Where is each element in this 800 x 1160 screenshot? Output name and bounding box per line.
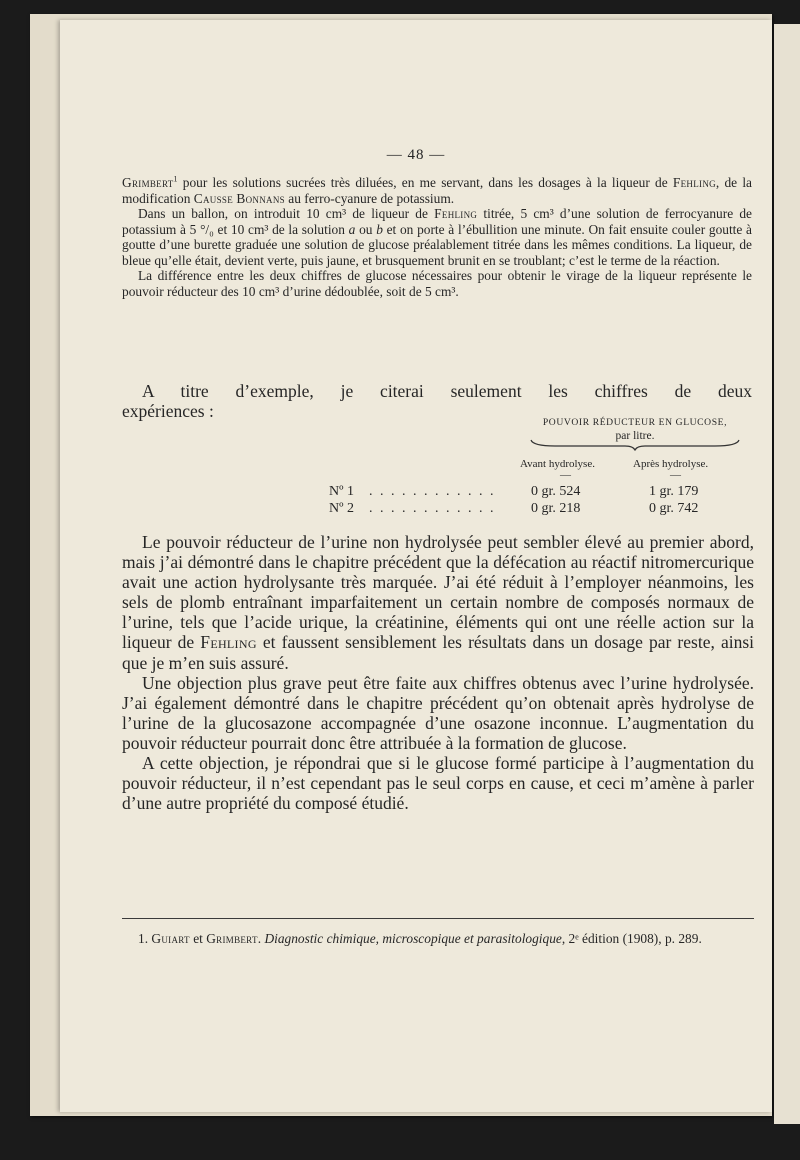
main-paragraphs [122, 532, 754, 813]
value-after: 0 gr. 742 [649, 501, 699, 516]
paragraph-grimbert: Grimbert$^1$ pour les solutions sucrées très diluées, en me servant, dans les dosages à la liqueur de Fehling, de la modification Causse Bonnans au ferro-cyanure de potassium. [122, 174, 752, 206]
top-paragraphs [122, 175, 752, 299]
column-after: Après hydrolyse. [633, 458, 709, 470]
column-before-dash: — [560, 469, 571, 481]
row-label: Nº 1 [329, 484, 354, 499]
row-leader: . . . . . . . . . . . . [369, 501, 496, 516]
row-label: Nº 2 [329, 501, 354, 516]
row-leader: . . . . . . . . . . . . [369, 484, 496, 499]
author-name: Grimbert [122, 175, 174, 190]
table-subheader: par litre. [615, 430, 655, 442]
paragraph-reponse: A cette objection, je répondrai que si le glucose formé participe à l’augmentation du pouvoir réducteur, il n’est cependant pas le seul corps en cause, et ceci m’amène à parler d’une autre propriété du composé étudié. [122, 753, 754, 814]
value-after: 1 gr. 179 [649, 484, 699, 499]
paragraph-pouvoir: Le pouvoir réducteur de l’urine non hydrolysée peut sembler élevé au premier abord, mais j’ai démontré dans le chapitre précédent que la défécation au réactif nitromercurique avait une action hydrolysante très marquée. J’ai été réduit à l’employer néanmoins, les sels de plomb entraînant imparfaitement un certain nombre de composés normaux de l’urine, tels que l’acide urique, la créatinine, éléments qui ont une réelle action sur la liqueur de Fehling et faussent sensiblement les résultats dans un dosage par reste, ainsi que je m’en suis assuré. [122, 532, 754, 673]
table-header: POUVOIR RÉDUCTEUR EN GLUCOSE, [542, 417, 728, 428]
intro-line-2: expériences : [122, 401, 214, 421]
page-number: — 48 — [386, 147, 446, 163]
paragraph-difference: La différence entre les deux chiffres de glucose nécessaires pour obtenir le virage de la liqueur représente le pouvoir réducteur des 10 cm³ d’urine dédoublée, soit de 5 cm³. [122, 268, 752, 299]
book-title: Diagnostic chimique, microscopique et parasitologique [264, 931, 562, 946]
paragraph-objection: Une objection plus grave peut être faite aux chiffres obtenus avec l’urine hydrolysée. J’ai également démontré dans le chapitre précédent qu’on obtenait après hydrolyse de l’urine de la glucosazone accompagnée d’une osazone inconnue. L’augmentation du pouvoir réducteur pourrait donc être attribuée à la formation de glucose. [122, 672, 754, 753]
intro-line-1: A titre d’exemple, je citerai seulement les chiffres de deux [142, 381, 752, 401]
results-table [315, 413, 755, 523]
brace-icon [530, 439, 740, 451]
column-after-dash: — [670, 469, 681, 481]
footnote-ref: 1 [173, 174, 178, 184]
footnote-divider [122, 918, 754, 919]
value-before: 0 gr. 524 [531, 484, 581, 499]
footnote-number: 1. [138, 931, 149, 946]
column-before: Avant hydrolyse. [520, 458, 595, 470]
facing-page-edge [774, 24, 800, 1124]
paragraph-method: Dans un ballon, on introduit 10 cm³ de liqueur de Fehling titrée, 5 cm³ d’une solution de ferrocyanure de potassium à 5 °/₀ et 10 cm³ de la solution a ou b et on porte à l’ébullition une minute. On fait ensuite couler goutte à goutte d’une burette graduée une solution de glucose préalablement titrée dans les mêmes conditions. La liqueur, de bleue qu’elle était, devient verte, puis jaune, et brusquement brunit en se troublant; c’est le terme de la réaction. [122, 206, 752, 268]
book-page [60, 20, 772, 1112]
value-before: 0 gr. 218 [531, 501, 581, 516]
footnote: 1. Guiart et Grimbert. Diagnostic chimique, microscopique et parasitologique, 2ᵉ édition (1908), p. 289. [138, 931, 702, 946]
